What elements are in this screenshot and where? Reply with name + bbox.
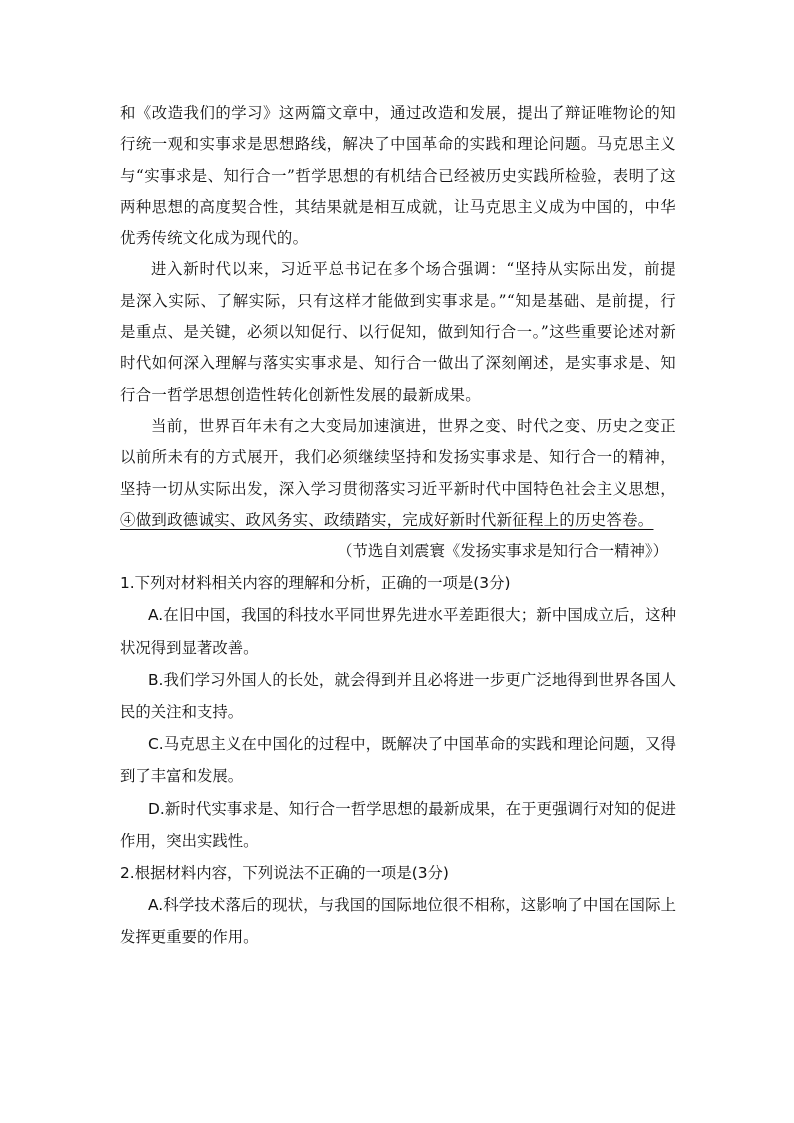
- passage-paragraph-1: 和《改造我们的学习》这两篇文章中，通过改造和发展，提出了辩证唯物论的知行统一观和实事求是思想路线，解决了中国革命的实践和理论问题。马克思主义与“实事求是、知行合一”哲学思想的有机结合已经被历史实践所检验，表明了这两种思想的高度契合性，其结果就是相互成就，让马克思主义成为中国的，中华优秀传统文化成为现代的。: [120, 104, 676, 248]
- question-1-option-c: C.马克思主义在中国化的过程中，既解决了中国革命的实践和理论问题，又得到了丰富和发展。: [120, 735, 676, 786]
- passage-paragraph-3: [120, 411, 676, 536]
- question-2-stem: 2.根据材料内容，下列说法不正确的一项是(3分): [120, 863, 449, 882]
- question-2: [120, 857, 676, 954]
- question-1: [120, 567, 676, 857]
- document-page: [120, 98, 676, 954]
- question-2-option-a: A.科学技术落后的现状，与我国的国际地位很不相称，这影响了中国在国际上发挥更重要的作用。: [120, 896, 676, 947]
- question-1-option-b: B.我们学习外国人的长处，就会得到并且必将进一步更广泛地得到世界各国人民的关注和支持。: [120, 670, 676, 721]
- question-1-option-d: D.新时代实事求是、知行合一哲学思想的最新成果，在于更强调行对知的促进作用，突出实践性。: [120, 799, 676, 850]
- passage-source: （节选自刘震寰《发扬实事求是知行合一精神》）: [337, 542, 668, 561]
- passage-paragraph-3-text: 当前，世界百年未有之大变局加速演进，世界之变、时代之变、历史之变正以前所未有的方式展开，我们必须继续坚持和发扬实事求是、知行合一的精神，坚持一切从实际出发，深入学习贯彻落实习近平新时代中国特色社会主义思想，: [120, 416, 676, 498]
- question-1-option-a: A.在旧中国，我国的科技水平同世界先进水平差距很大；新中国成立后，这种状况得到显著改善。: [120, 606, 676, 657]
- underlined-sentence-4: ④做到政德诚实、政风务实、政绩踏实，完成好新时代新征程上的历史答卷。: [120, 510, 654, 529]
- question-1-stem: 1.下列对材料相关内容的理解和分析，正确的一项是(3分): [120, 574, 511, 593]
- passage-paragraph-2: 进入新时代以来，习近平总书记在多个场合强调：“坚持从实际出发，前提是深入实际、了解实际，只有这样才能做到实事求是。”“知是基础、是前提，行是重点、是关键，必须以知促行、以行促知，做到知行合一。”这些重要论述对新时代如何深入理解与落实实事求是、知行合一做出了深刻阐述，是实事求是、知行合一哲学思想创造性转化创新性发展的最新成果。: [120, 260, 676, 404]
